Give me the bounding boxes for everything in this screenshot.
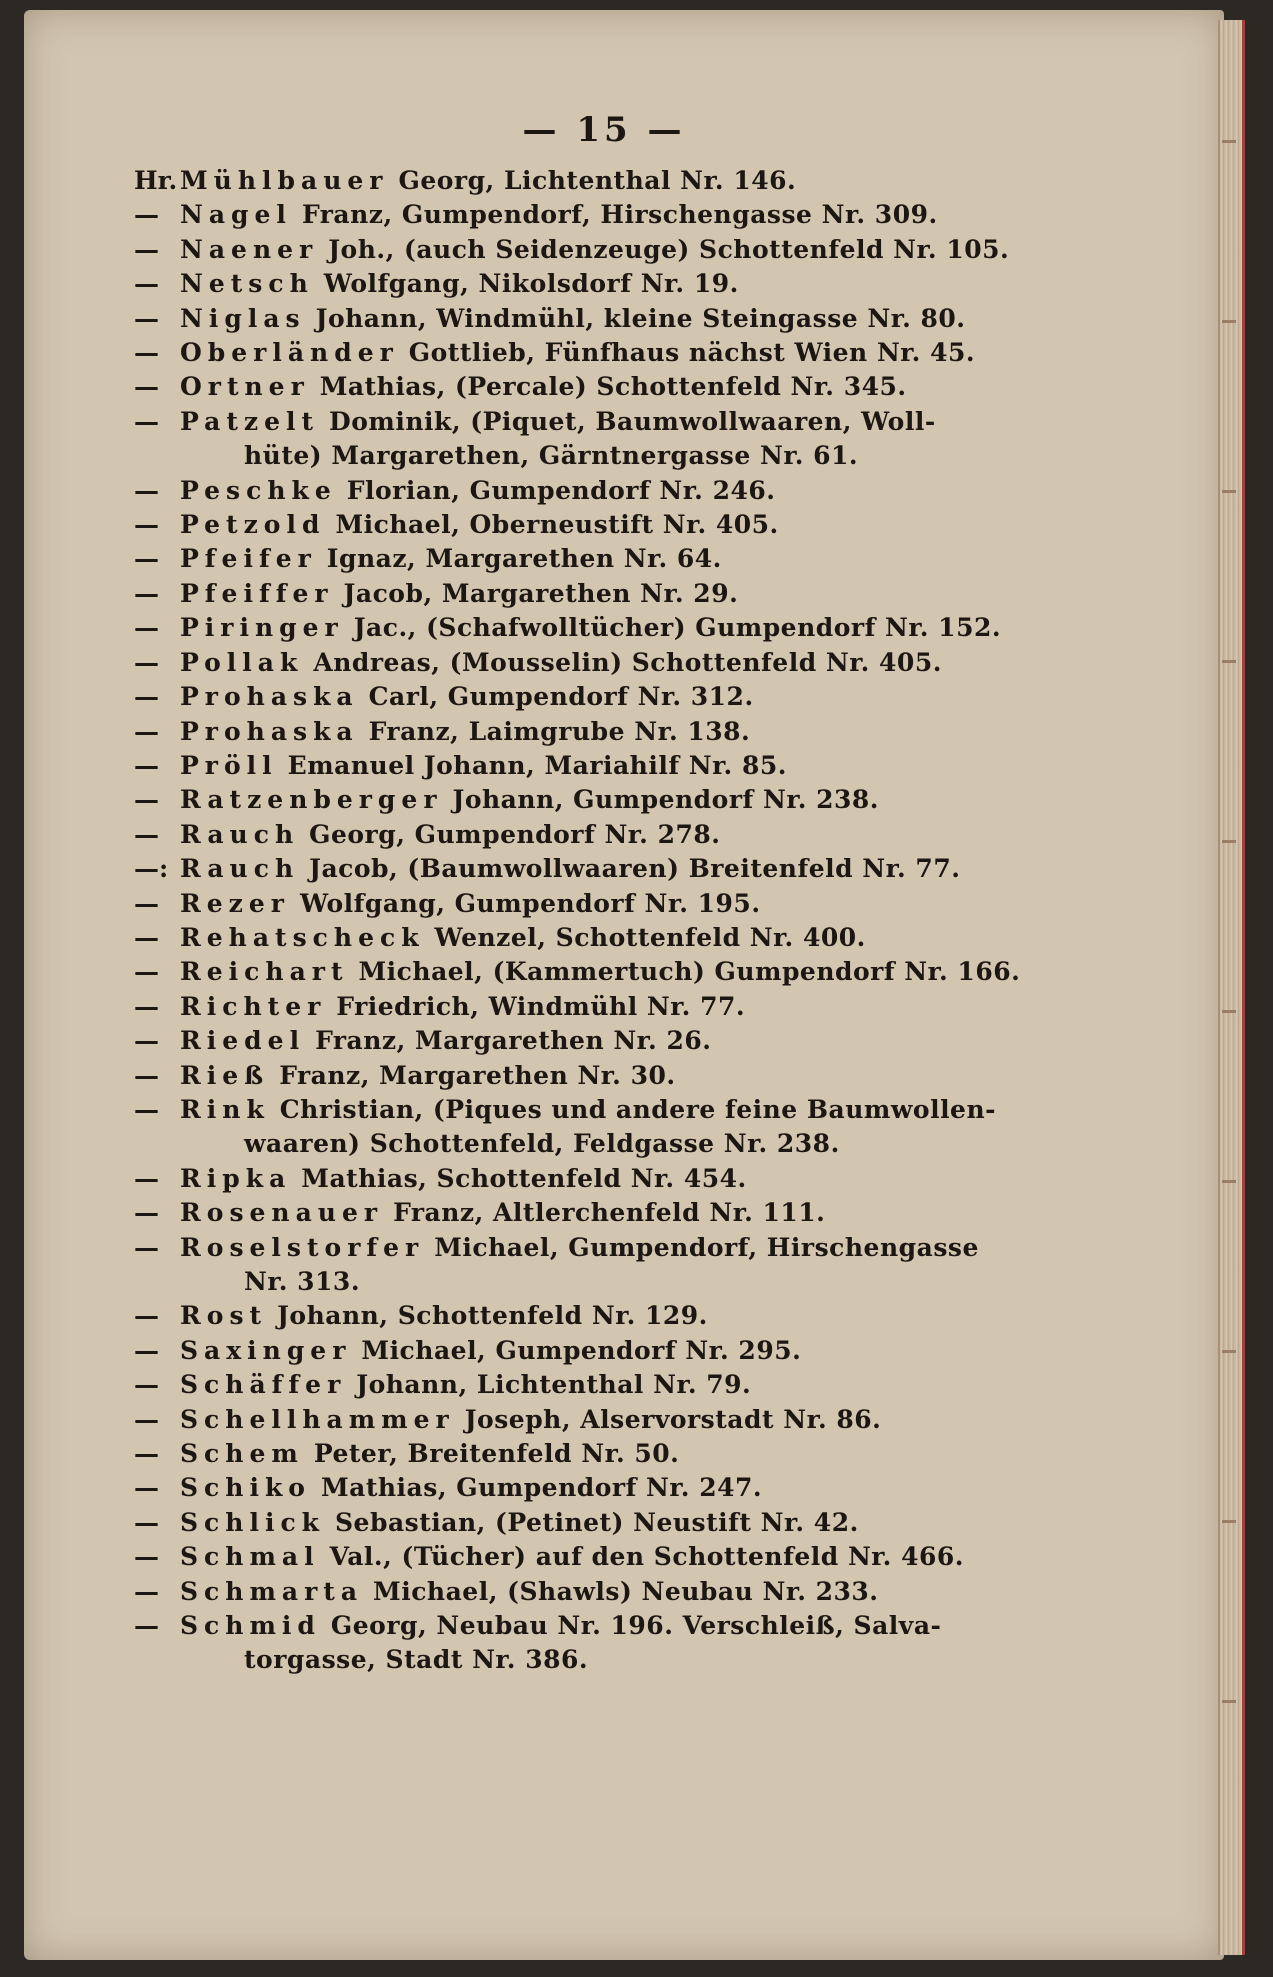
entry-prefix: —: [134, 234, 159, 264]
entry-prefix: —: [134, 475, 159, 505]
entry-prefix: —: [134, 888, 159, 918]
entry-surname: Ratzenberger: [180, 785, 443, 815]
entry-surname: Rost: [180, 1301, 268, 1331]
entry-surname: Roselstorfer: [180, 1232, 425, 1262]
entry-prefix: —: [134, 372, 159, 402]
entry-details: Mathias, Schottenfeld Nr. 454.: [301, 1163, 747, 1193]
entry-prefix: —: [134, 1611, 159, 1641]
entry-surname: Rehatscheck: [180, 922, 425, 952]
entry-surname: Riedel: [180, 1026, 306, 1056]
entry-surname: Piringer: [180, 613, 344, 643]
entry-prefix: —: [134, 578, 159, 608]
entry-prefix: —: [134, 991, 159, 1021]
entry-surname: Prohaska: [180, 682, 359, 712]
entry-continuation: Nr. 313.: [244, 1267, 361, 1296]
list-item: [134, 1334, 1134, 1368]
list-item: [134, 1368, 1134, 1402]
entry-surname: Pröll: [180, 750, 278, 780]
entry-prefix: —: [134, 1060, 159, 1090]
entry-surname: Naener: [180, 234, 319, 264]
entry-details: Mathias, Gumpendorf Nr. 247.: [320, 1473, 763, 1503]
list-item: [134, 852, 1134, 886]
page-text: [134, 110, 1134, 1678]
list-item: [134, 1471, 1134, 1505]
list-item: [134, 1540, 1134, 1574]
entry-continuation: hüte) Margarethen, Gärntnergasse Nr. 61.: [244, 441, 859, 471]
entry-prefix: —: [134, 406, 159, 436]
list-item: [134, 474, 1134, 508]
entry-details: Michael, (Kammertuch) Gumpendorf Nr. 166.: [358, 957, 1021, 987]
entry-details: Val., (Tücher) auf den Schottenfeld Nr. 466.: [329, 1542, 964, 1572]
entry-details: Georg, Neubau Nr. 196. Verschleiß, Salva-: [330, 1611, 942, 1641]
entry-prefix: —: [134, 1576, 159, 1606]
list-item: [134, 1231, 1134, 1265]
entry-prefix: —:: [134, 854, 169, 884]
entry-surname: Ripka: [180, 1163, 292, 1193]
entry-details: Sebastian, (Petinet) Neustift Nr. 42.: [335, 1507, 859, 1537]
entry-surname: Schäffer: [180, 1370, 347, 1400]
entry-surname: Schlick: [180, 1507, 325, 1537]
entry-surname: Schmid: [180, 1611, 321, 1641]
entry-details: Franz, Margarethen Nr. 26.: [315, 1026, 712, 1056]
entry-details: Wolfgang, Gumpendorf Nr. 195.: [299, 888, 761, 918]
entry-prefix: —: [134, 1542, 159, 1572]
entry-surname: Schem: [180, 1439, 304, 1469]
entry-details: Michael, Gumpendorf Nr. 295.: [361, 1335, 802, 1365]
entry-details: Wolfgang, Nikolsdorf Nr. 19.: [323, 269, 739, 299]
list-item: [134, 646, 1134, 680]
entry-details: Jacob, Margarethen Nr. 29.: [343, 578, 739, 608]
entry-details: Gottlieb, Fünfhaus nächst Wien Nr. 45.: [408, 338, 976, 368]
entry-surname: Rauch: [180, 819, 300, 849]
entry-details: Friedrich, Windmühl Nr. 77.: [336, 991, 746, 1021]
list-item: [134, 577, 1134, 611]
entry-surname: Niglas: [180, 303, 306, 333]
entry-details: Florian, Gumpendorf Nr. 246.: [346, 475, 776, 505]
list-item: [134, 508, 1134, 542]
entry-details: Jac., (Schafwolltücher) Gumpendorf Nr. 152.: [353, 613, 1002, 643]
entry-details: Joh., (auch Seidenzeuge) Schottenfeld Nr. 105.: [328, 234, 1010, 264]
entry-prefix: —: [134, 750, 159, 780]
entry-prefix: —: [134, 1473, 159, 1503]
list-item: [134, 783, 1134, 817]
entry-surname: Rezer: [180, 888, 290, 918]
entry-prefix: —: [134, 613, 159, 643]
page-number: — 15 —: [522, 110, 686, 150]
list-item: [134, 405, 1134, 439]
entry-surname: Schmarta: [180, 1576, 364, 1606]
list-item: [134, 233, 1134, 267]
entry-details: Carl, Gumpendorf Nr. 312.: [368, 682, 754, 712]
list-item: [134, 164, 1134, 198]
list-item: [134, 1162, 1134, 1196]
entry-prefix: —: [134, 1370, 159, 1400]
list-item: [134, 1403, 1134, 1437]
list-item: [134, 198, 1134, 232]
entry-details: Georg, Lichtenthal Nr. 146.: [398, 166, 797, 195]
entry-prefix: —: [134, 647, 159, 677]
entry-prefix: —: [134, 1507, 159, 1537]
list-item: [134, 542, 1134, 576]
entry-surname: Prohaska: [180, 716, 359, 746]
list-item: [134, 955, 1134, 989]
entry-surname: Rauch: [180, 854, 300, 884]
entry-prefix: —: [134, 1094, 159, 1124]
entry-surname: Rink: [180, 1094, 270, 1124]
list-item: [134, 1059, 1134, 1093]
entry-prefix: —: [134, 1404, 159, 1434]
entry-details: Joseph, Alservorstadt Nr. 86.: [464, 1404, 882, 1434]
entry-prefix: —: [134, 819, 159, 849]
list-item: [134, 611, 1134, 645]
entry-surname: Saxinger: [180, 1335, 352, 1365]
entry-surname: Oberländer: [180, 338, 399, 368]
entry-prefix: —: [134, 957, 159, 987]
entry-details: Franz, Gumpendorf, Hirschengasse Nr. 309.: [301, 200, 938, 230]
list-item: [134, 336, 1134, 370]
entry-prefix: —: [134, 200, 159, 230]
entry-surname: Peschke: [180, 475, 337, 505]
list-item: [134, 887, 1134, 921]
entry-details: Peter, Breitenfeld Nr. 50.: [313, 1439, 680, 1469]
entry-details: Johann, Gumpendorf Nr. 238.: [452, 785, 879, 815]
entry-details: Jacob, (Baumwollwaaren) Breitenfeld Nr. 77.: [309, 854, 961, 884]
entry-surname: Pollak: [180, 647, 304, 677]
list-item: [134, 370, 1134, 404]
list-item: [134, 302, 1134, 336]
page-edge-marks: [1220, 20, 1240, 1955]
entry-prefix: —: [134, 510, 159, 540]
entry-details: Johann, Lichtenthal Nr. 79.: [356, 1370, 752, 1400]
list-item: [134, 680, 1134, 714]
entry-surname: Rosenauer: [180, 1198, 384, 1228]
entry-surname: Nagel: [180, 200, 292, 230]
book-page: [24, 10, 1224, 1960]
list-item: [134, 818, 1134, 852]
list-item: [134, 1093, 1134, 1127]
entry-prefix: —: [134, 785, 159, 815]
entry-details: Michael, Oberneustift Nr. 405.: [335, 510, 779, 540]
entry-details: Dominik, (Piquet, Baumwollwaaren, Woll-: [329, 406, 936, 436]
entry-details: Mathias, (Percale) Schottenfeld Nr. 345.: [319, 372, 907, 402]
entry-prefix: —: [134, 1026, 159, 1056]
entry-prefix: —: [134, 338, 159, 368]
entry-details: Michael, Gumpendorf, Hirschengasse: [434, 1232, 979, 1262]
entry-surname: Schiko: [180, 1473, 311, 1503]
entry-surname: Reichart: [180, 957, 349, 987]
entry-surname: Mühlbauer: [180, 166, 389, 195]
list-item: [134, 715, 1134, 749]
entry-prefix: —: [134, 716, 159, 746]
entry-details: Ignaz, Margarethen Nr. 64.: [326, 544, 722, 574]
entry-details: Emanuel Johann, Mariahilf Nr. 85.: [287, 750, 787, 780]
entry-continuation: torgasse, Stadt Nr. 386.: [244, 1645, 589, 1675]
entry-details: Franz, Laimgrube Nr. 138.: [368, 716, 751, 746]
list-item: [134, 990, 1134, 1024]
list-item: [134, 1024, 1134, 1058]
entry-surname: Patzelt: [180, 406, 320, 436]
entry-prefix: —: [134, 682, 159, 712]
list-item: [134, 1506, 1134, 1540]
entry-details: Wenzel, Schottenfeld Nr. 400.: [434, 922, 866, 952]
list-item: [134, 1196, 1134, 1230]
list-item: [134, 1299, 1134, 1333]
entry-surname: Ortner: [180, 372, 310, 402]
entry-details: Andreas, (Mousselin) Schottenfeld Nr. 405.: [313, 647, 942, 677]
entry-prefix: —: [134, 1301, 159, 1331]
directory-list: [134, 164, 1134, 1678]
entry-surname: Schmal: [180, 1542, 320, 1572]
list-item: [134, 267, 1134, 301]
entry-prefix: —: [134, 1335, 159, 1365]
entry-continuation: waaren) Schottenfeld, Feldgasse Nr. 238.: [244, 1129, 840, 1159]
entry-surname: Rieß: [180, 1060, 270, 1090]
entry-details: Michael, (Shawls) Neubau Nr. 233.: [373, 1576, 879, 1606]
entry-details: Johann, Schottenfeld Nr. 129.: [277, 1301, 708, 1331]
page-edge: [1218, 20, 1245, 1955]
entry-surname: Schellhammer: [180, 1404, 455, 1434]
list-item: [134, 1609, 1134, 1643]
list-item: [134, 749, 1134, 783]
list-item: [134, 1437, 1134, 1471]
list-item: [134, 1575, 1134, 1609]
entry-surname: Richter: [180, 991, 327, 1021]
entry-details: Franz, Margarethen Nr. 30.: [279, 1060, 676, 1090]
entry-prefix: —: [134, 1198, 159, 1228]
entry-details: Johann, Windmühl, kleine Steingasse Nr. 80.: [315, 303, 966, 333]
entry-surname: Pfeifer: [180, 544, 317, 574]
entry-details: Franz, Altlerchenfeld Nr. 111.: [393, 1198, 826, 1228]
entry-surname: Netsch: [180, 269, 314, 299]
list-item: [134, 921, 1134, 955]
entry-prefix: —: [134, 1439, 159, 1469]
entry-prefix: Hr.: [134, 166, 178, 195]
entry-prefix: —: [134, 1232, 159, 1262]
entry-prefix: —: [134, 303, 159, 333]
entry-details: Christian, (Piques und andere feine Baumwollen-: [279, 1094, 997, 1124]
entry-prefix: —: [134, 544, 159, 574]
entry-prefix: —: [134, 1163, 159, 1193]
entry-details: Georg, Gumpendorf Nr. 278.: [309, 819, 721, 849]
entry-surname: Pfeiffer: [180, 578, 334, 608]
entry-prefix: —: [134, 269, 159, 299]
entry-surname: Petzold: [180, 510, 326, 540]
entry-prefix: —: [134, 922, 159, 952]
